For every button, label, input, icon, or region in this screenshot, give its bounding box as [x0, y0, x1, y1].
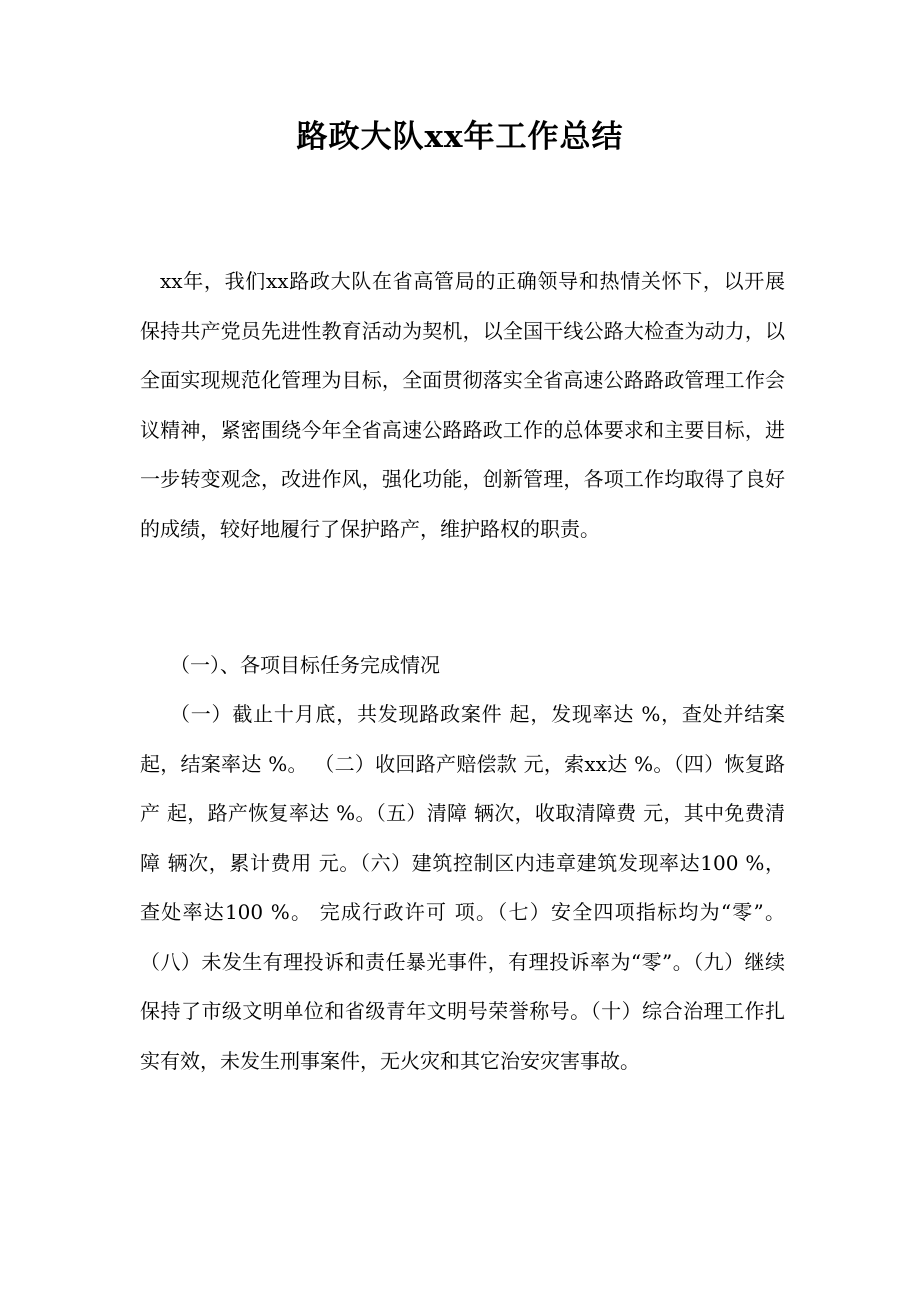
section-body-paragraph: （一）截止十月底，共发现路政案件 起，发现率达 %，查处并结案 起，结案率达 %。 （二）收回路产赔偿款 元，索xx达 %。（四）恢复路产 起，路产恢复率达 %。（五）清障 辆次，收取清障费 元，其中免费清障 辆次，累计费用 元。（六）建筑控制区内违章建筑发现率达100 %，查处率达100 %。 完成行政许可 项。（七）安全四项指标均为“零”。（八）未发生有理投诉和责任暴光事件，有理投诉率为“零”。（九）继续保持了市级文明单位和省级青年文明号荣誉称号。（十）综合治理工作扎实有效，未发生刑事案件，无火灾和其它治安灾害事故。	[140, 702, 785, 1073]
intro-paragraph: xx年，我们xx路政大队在省高管局的正确领导和热情关怀下，以开展保持共产党员先进性教育活动为契机，以全国干线公路大检查为动力，以全面实现规范化管理为目标，全面贯彻落实全省高速公路路政管理工作会议精神，紧密围绕今年全省高速公路路政工作的总体要求和主要目标，进一步转变观念，改进作风，强化功能，创新管理，各项工作均取得了良好的成绩，较好地履行了保护路产，维护路权的职责。	[140, 269, 785, 541]
section-heading: （一）、各项目标任务完成情况	[170, 653, 440, 677]
document-title: 路政大队xx年工作总结	[296, 119, 624, 155]
